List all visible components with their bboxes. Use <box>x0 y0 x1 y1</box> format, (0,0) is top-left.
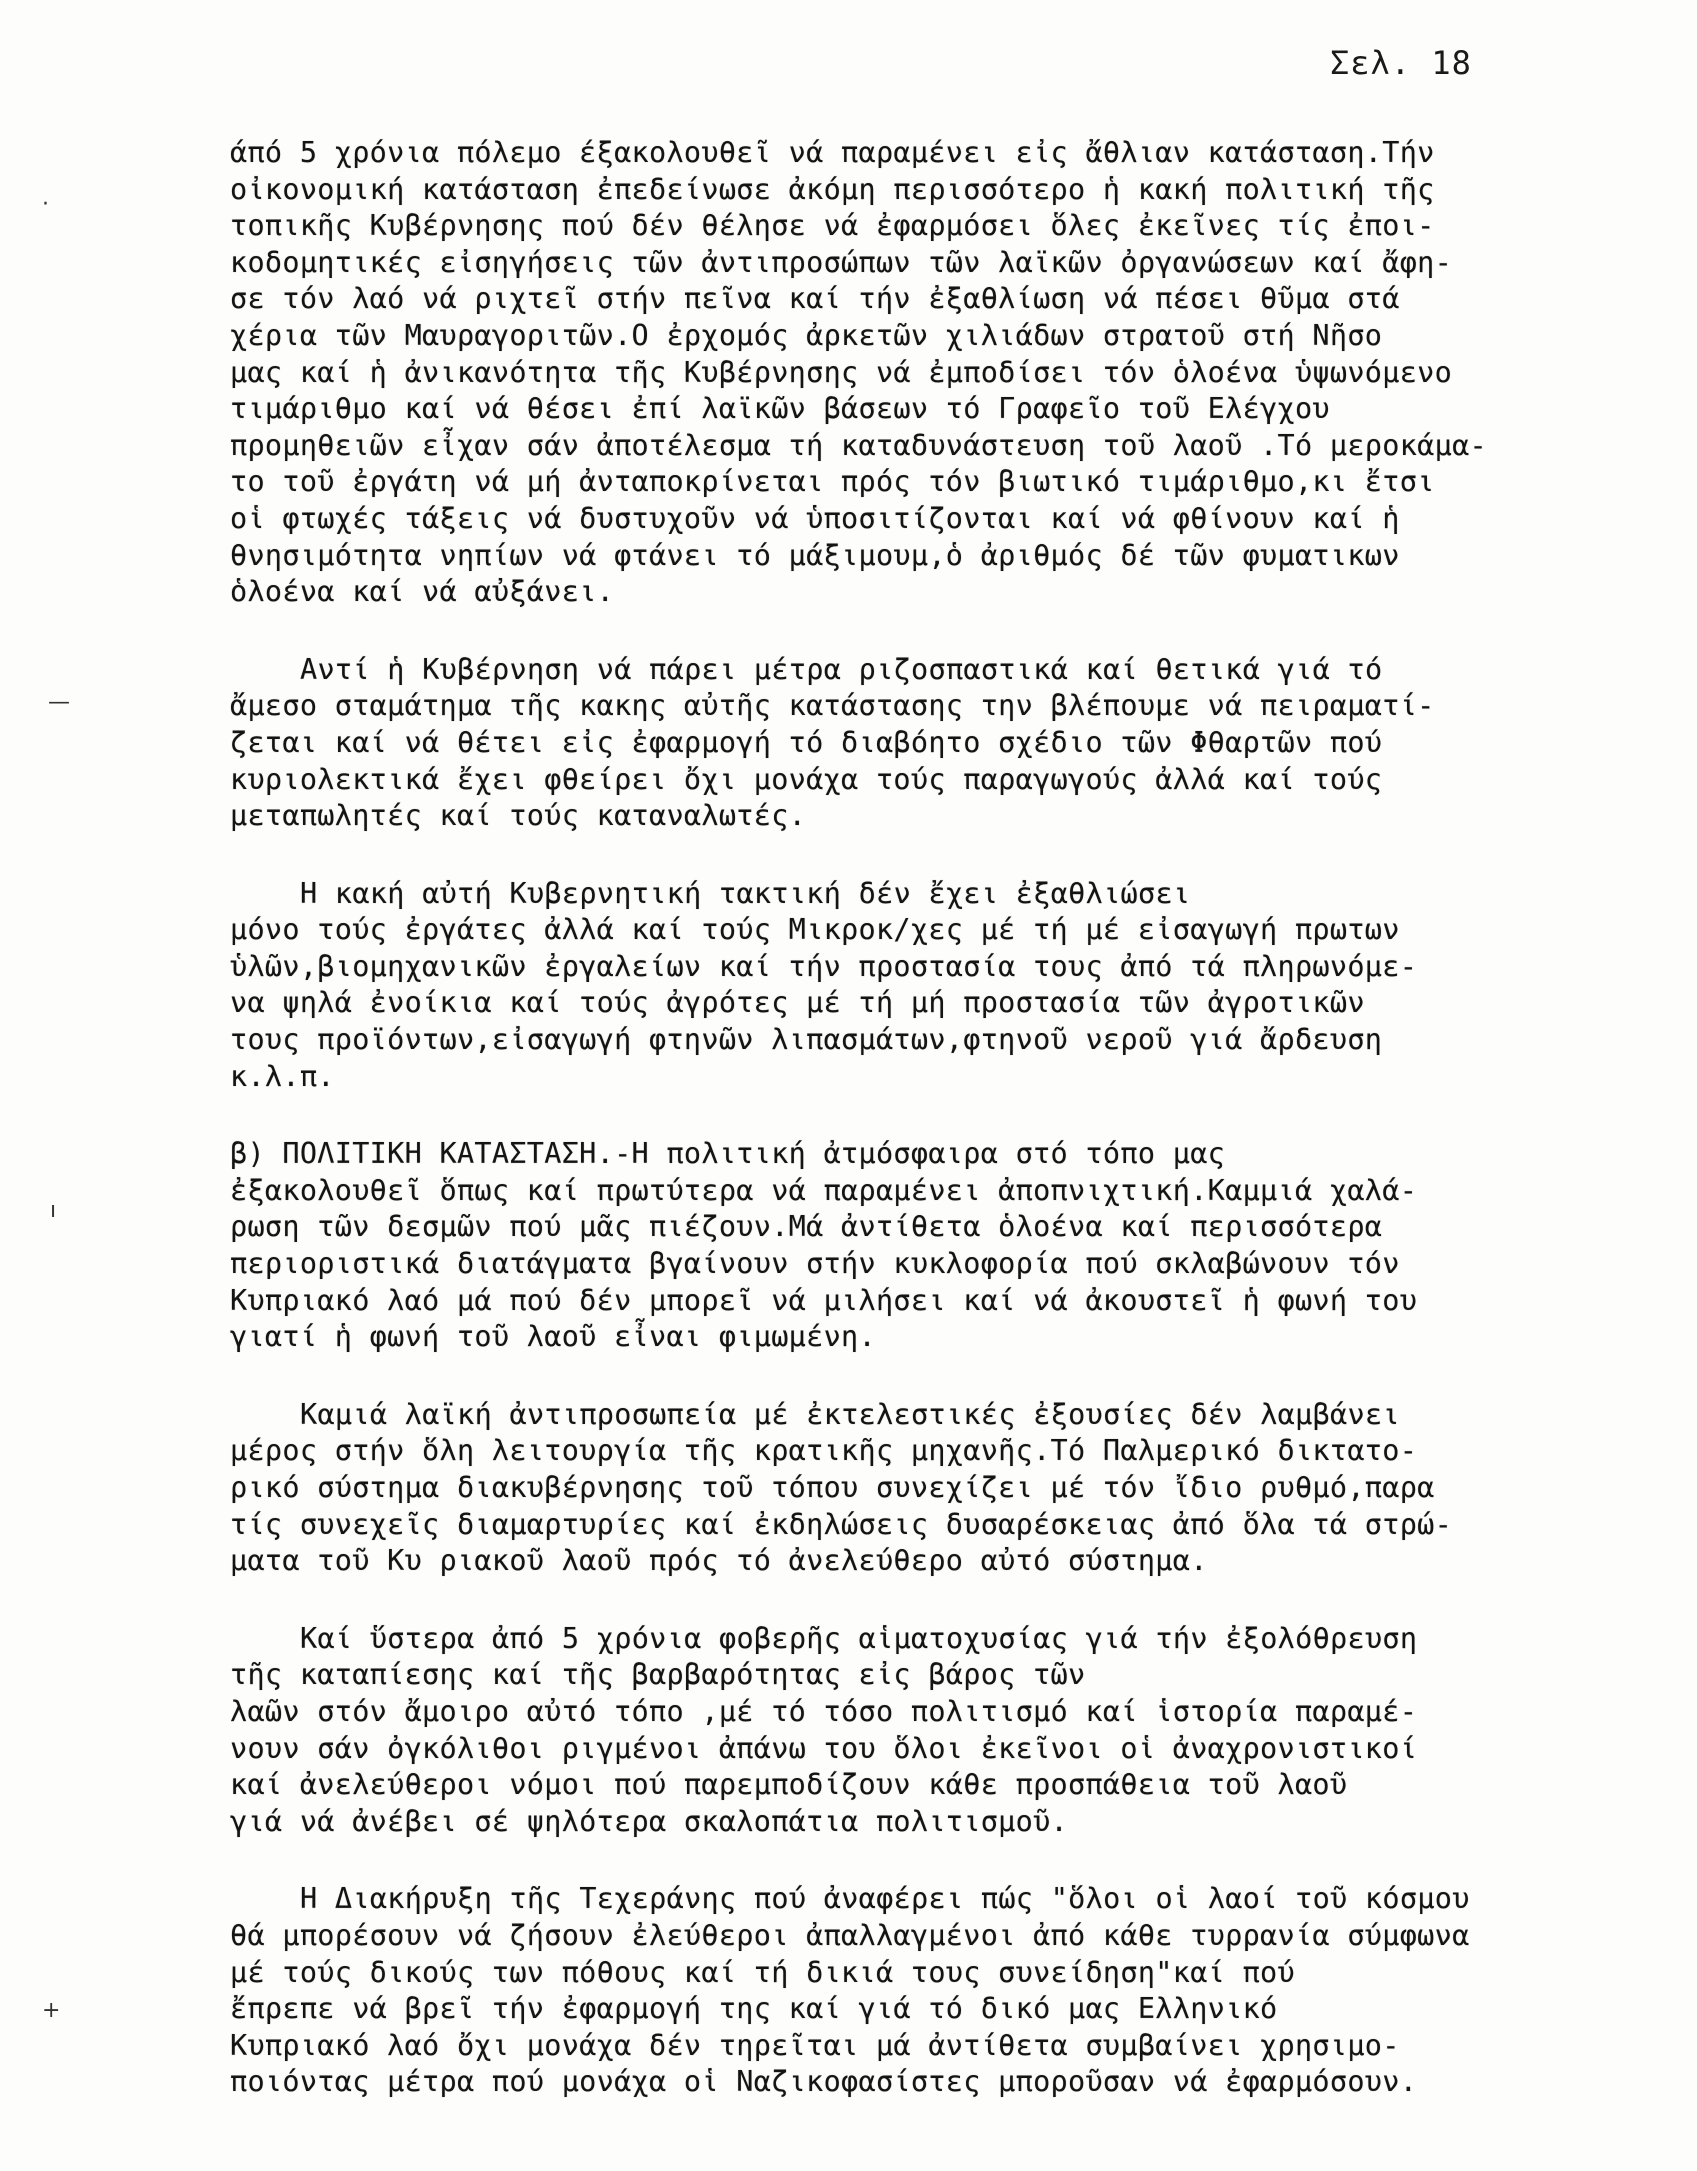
text-line: ποιόντας μέτρα πού μονάχα οἱ Ναζικοφασίστες μποροῦσαν νά ἐφαρμόσουν. <box>230 2065 1418 2099</box>
paragraph <box>230 1136 1690 1356</box>
text-line: μέρος στήν ὅλη λειτουργία τῆς κρατικῆς μηχανῆς.Τό Παλμερικό δικτατο- <box>230 1434 1418 1468</box>
text-line: σε τόν λαό νά ριχτεῖ στήν πεῖνα καί τήν ἐξαθλίωση νά πέσει θῦμα στά <box>230 282 1400 316</box>
document-body <box>230 135 1690 2142</box>
text-line: τους προϊόντων,εἰσαγωγή φτηνῶν λιπασμάτων,φτηνοῦ νεροῦ γιά ἄρδευση <box>230 1023 1383 1057</box>
text-line: προμηθειῶν εἶχαν σάν ἀποτέλεσμα τή καταδυνάστευση τοῦ λαοῦ .Τό μεροκάμα- <box>230 428 1488 462</box>
text-line: μεταπωλητές καί τούς καταναλωτές. <box>230 799 807 833</box>
text-line: νουν σάν ὀγκόλιθοι ριγμένοι ἀπάνω του ὅλοι ἐκεῖνοι οἱ ἀναχρονιστικοί <box>230 1731 1418 1765</box>
text-line: μόνο τούς ἐργάτες ἀλλά καί τούς Μικροκ/χες μέ τή μέ εἰσαγωγή πρωτων <box>230 913 1400 947</box>
paragraph <box>230 135 1690 611</box>
margin-mark: · <box>42 192 49 217</box>
text-line: ρωση τῶν δεσμῶν πού μᾶς πιέζουν.Μά ἀντίθετα ὁλοένα καί περισσότερα <box>230 1210 1383 1244</box>
text-line: ρικό σύστημα διακυβέρνησης τοῦ τόπου συνεχίζει μέ τόν ἴδιο ρυθμό,παρα <box>230 1471 1435 1504</box>
text-line: θνησιμότητα νηπίων νά φτάνει τό μάξιμουμ,ὁ ἀριθμός δέ τῶν φυματικων <box>230 538 1400 572</box>
text-line: οἰκονομική κατάσταση ἐπεδείνωσε ἀκόμη περισσότερο ἡ κακή πολιτική τῆς <box>230 172 1435 206</box>
text-line: λαῶν στόν ἄμοιρο αὐτό τόπο ,μέ τό τόσο πολιτισμό καί ἱστορία παραμέ- <box>230 1694 1418 1728</box>
paragraph <box>230 1881 1690 2101</box>
text-line: κοδομητικές εἰσηγήσεις τῶν ἀντιπροσώπων τῶν λαϊκῶν ὀργανώσεων καί ἄφη- <box>230 245 1453 279</box>
text-line: Η Διακήρυξη τῆς Τεχεράνης πού ἀναφέρει πώς "ὅλοι οἱ λαοί τοῦ κόσμου <box>300 1882 1470 1916</box>
section-heading-line: β) ΠΟΛΙΤΙΚΗ ΚΑΤΑΣΤΑΣΗ.-Η πολιτική ἀτμόσφαιρα στό τόπο μας <box>230 1137 1226 1171</box>
paragraph <box>230 1621 1690 1841</box>
text-line: Η κακή αὐτή Κυβερνητική τακτική δέν ἔχει ἐξαθλιώσει <box>300 876 1191 910</box>
page-number: Σελ. 18 <box>1330 44 1472 82</box>
text-line: Κυπριακό λαό ὄχι μονάχα δέν τηρεῖται μά ἀντίθετα συμβαίνει χρησιμο- <box>230 2028 1400 2062</box>
text-line: χέρια τῶν Μαυραγοριτῶν.Ο ἐρχομός ἀρκετῶν χιλιάδων στρατοῦ στή Νῆσο <box>230 318 1383 352</box>
text-line: Αντί ἡ Κυβέρνηση νά πάρει μέτρα ριζοσπαστικά καί θετικά γιά τό <box>300 652 1383 686</box>
text-line: κ.λ.π. <box>230 1059 335 1093</box>
text-line: το τοῦ ἐργάτη νά μή ἀνταποκρίνεται πρός τόν βιωτικό τιμάριθμο,κι ἔτσι <box>230 465 1435 499</box>
text-line: ζεται καί νά θέτει εἰς ἐφαρμογή τό διαβόητο σχέδιο τῶν Φθαρτῶν πού <box>230 725 1383 759</box>
text-line: περιοριστικά διατάγματα βγαίνουν στήν κυκλοφορία πού σκλαβώνουν τόν <box>230 1247 1400 1281</box>
paragraph <box>230 652 1690 835</box>
text-line: Κυπριακό λαό μά πού δέν μπορεῖ νά μιλήσει καί νά ἀκουστεῖ ἡ φωνή του <box>230 1283 1418 1317</box>
text-line: μας καί ἡ ἀνικανότητα τῆς Κυβέρνησης νά ἐμποδίσει τόν ὁλοένα ὑψωνόμενο <box>230 355 1453 389</box>
text-line: τίς συνεχεῖς διαμαρτυρίες καί ἐκδηλώσεις δυσαρέσκειας ἀπό ὅλα τά στρώ- <box>230 1507 1453 1541</box>
text-line: τοπικῆς Κυβέρνησης πού δέν θέλησε νά ἐφαρμόσει ὅλες ἐκεῖνες τίς ἐποι- <box>230 209 1435 243</box>
text-line: γιατί ἡ φωνή τοῦ λαοῦ εἶναι φιμωμένη. <box>230 1320 876 1354</box>
text-line: άπό 5 χρόνια πόλεμο έξακολουθεῖ νά παραμένει εἰς ἄθλιαν κατάσταση.Τήν <box>230 136 1435 169</box>
paragraph <box>230 876 1690 1096</box>
text-line: οἱ φτωχές τάξεις νά δυστυχοῦν νά ὑποσιτίζονται καί νά φθίνουν καί ἡ <box>230 501 1400 535</box>
text-line: Καί ὕστερα ἀπό 5 χρόνια φοβερῆς αἱματοχυσίας γιά τήν ἐξολόθρευση <box>300 1621 1418 1655</box>
text-line: ἔπρεπε νά βρεῖ τήν ἐφαρμογή της καί γιά τό δικό μας Ελληνικό <box>230 1992 1278 2026</box>
text-line: τῆς καταπίεσης καί τῆς βαρβαρότητας εἰς βάρος τῶν <box>230 1658 1086 1692</box>
text-line: ἄμεσο σταμάτημα τῆς κακης αὐτῆς κατάστασης την βλέπουμε νά πειραματί- <box>230 689 1435 723</box>
margin-mark: ı <box>50 1198 57 1223</box>
text-line: να ψηλά ἐνοίκια καί τούς ἀγρότες μέ τή μή προστασία τῶν ἀγροτικῶν <box>230 986 1365 1020</box>
paragraph <box>230 1397 1690 1580</box>
margin-mark: + <box>42 1998 61 2023</box>
text-line: ματα τοῦ Κυ ριακοῦ λαοῦ πρός τό ἀνελεύθερο αὐτό σύστημα. <box>230 1544 1208 1578</box>
text-line: τιμάριθμο καί νά θέσει ἐπί λαϊκῶν βάσεων τό Γραφεῖο τοῦ Ελέγχου <box>230 392 1330 426</box>
margin-mark: — <box>48 690 70 715</box>
text-line: θά μπορέσουν νά ζήσουν ἐλεύθεροι ἀπαλλαγμένοι ἀπό κάθε τυρρανία σύμφωνα <box>230 1918 1470 1952</box>
text-line: κυριολεκτικά ἔχει φθείρει ὄχι μονάχα τούς παραγωγούς ἀλλά καί τούς <box>230 762 1383 796</box>
text-line: γιά νά ἀνέβει σέ ψηλότερα σκαλοπάτια πολιτισμοῦ. <box>230 1804 1069 1838</box>
text-line: καί ἀνελεύθεροι νόμοι πού παρεμποδίζουν κάθε προσπάθεια τοῦ λαοῦ <box>230 1768 1348 1802</box>
text-line: Καμιά λαϊκή ἀντιπροσωπεία μέ ἐκτελεστικές ἐξουσίες δέν λαμβάνει <box>300 1397 1400 1431</box>
text-line: ὁλοένα καί νά αὐξάνει. <box>230 575 615 609</box>
text-line: μέ τούς δικούς των πόθους καί τή δικιά τους συνείδηση"καί πού <box>230 1955 1295 1989</box>
text-line: ὑλῶν,βιομηχανικῶν ἐργαλείων καί τήν προστασία τους ἀπό τά πληρωνόμε- <box>230 949 1418 983</box>
text-line: ἐξακολουθεῖ ὅπως καί πρωτύτερα νά παραμένει ἀποπνιχτική.Καμμιά χαλά- <box>230 1173 1418 1207</box>
